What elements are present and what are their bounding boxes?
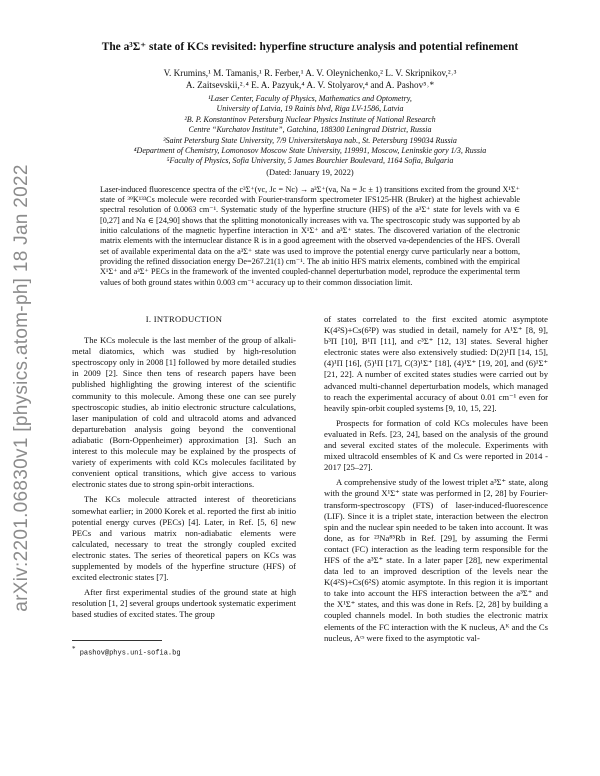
right-column — [324, 314, 548, 648]
affiliation-line: University of Latvia, 19 Rainis blvd, Riga LV-1586, Latvia — [216, 104, 404, 114]
footnote-text — [72, 645, 296, 657]
affiliation-line: ¹Laser Center, Faculty of Physics, Mathematics and Optometry, — [208, 94, 412, 103]
footnote-rule — [72, 640, 162, 641]
paper-header — [72, 40, 548, 309]
paper-date: (Dated: January 19, 2022) — [266, 167, 354, 177]
affiliation-line: ⁴Department of Chemistry, Lomonosov Moscow State University, 119991, Moscow, Leninskie gory 1/3, Russia — [133, 146, 487, 156]
affiliation-line: ²B. P. Konstantinov Petersburg Nuclear Physics Institute of National Research — [184, 114, 436, 124]
affiliation-line: Centre “Kurchatov Institute”, Gatchina, 188300 Leningrad District, Russia — [188, 125, 432, 135]
paragraph: A comprehensive study of the lowest triplet a³Σ⁺ state, along with the ground X¹Σ⁺ state was performed in [2, 28] by Fourier-transform-spectroscopy (FTS) of laser-induced-fluorescence (LIF). Since it is a triplet state, interaction between the electron spin and the nuclear spin needed to be taken into account. It was done, as for ²³Na⁸⁵Rb in Ref. [29], by assuming the Fermi contact (FC) interaction as the leading term responsible for the HFS of the a³Σ⁺ state. In a later paper [28], new experimental data led to an improved description of the levels near the K(4²S)+Cs(6²S) atomic asymptote. In this region it is important to take into account the HFS interaction between the a³Σ⁺ and the X¹Σ⁺ states, and this was done in Refs. [2, 28] by building a coupled channels model. In both studies the electronic matrix elements of the FC interaction with the K nucleus, Aᴷ and the Cs nucleus, Aᶜˢ were fixed to the asymptotic val- — [324, 477, 548, 643]
abstract: Laser-induced fluorescence spectra of the c³Σ⁺(vc, Jc = Nc) → a³Σ⁺(va, Na = Jc ± 1) transitions excited from the ground X¹Σ⁺ state of ³⁹K¹³³Cs molecule were recorded with Fourier-transform spectrometer IFS125-HR (Bruker) at the highest achievable spectral resolution of 0.0063 cm⁻¹. Systematic study of the hyperfine structure (HFS) of the a³Σ⁺ state for levels with va ∈ [0,27] and Na ∈ [24,90] shows that the splitting monotonically increases with va. The spectroscopic study was supported by ab initio calculations of the magnetic hyperfine interaction in X¹Σ⁺ and a³Σ⁺ states. The discovered variation of the electronic matrix elements with the internuclear distance R is in a good agreement with the observed va-dependencies of the HFS. Overall set of available experimental data on the a³Σ⁺ state was used to improve the potential energy curve particularly near a bottom, providing the refined dissociation energy De=267.21(1) cm⁻¹. The ab initio HFS matrix elements, combined with the empirical X¹Σ⁺ and a³Σ⁺ PECs in the framework of the invented coupled-channel deperturbation model, reproduce the experimental term values of both ground states within 0.003 cm⁻¹ accuracy up to their common dissociation limit. — [100, 184, 520, 287]
paragraph: Prospects for formation of cold KCs molecules have been evaluated in Refs. [23, 24], based on the analysis of the ground and several excited states of the molecule. Experiments with mixed ultracold ensembles of K and Cs were reported in 2014 - 2017 [25–27]. — [324, 417, 548, 473]
arxiv-sidebar — [0, 0, 44, 776]
paragraph: After first experimental studies of the ground state at high resolution [1, 2] several groups undertook systematic experiment based studies of excited states. The group — [72, 587, 296, 620]
footnote — [72, 640, 296, 657]
body-columns — [72, 314, 548, 744]
arxiv-identifier: arXiv:2201.06830v1 [physics.atom-ph] 18 Jan 2022 — [11, 164, 32, 612]
author-line-1: V. Krumins,¹ M. Tamanis,¹ R. Ferber,¹ A. V. Oleynichenko,² L. V. Skripnikov,²˒³ — [163, 68, 457, 78]
author-email: pashov@phys.uni-sofia.bg — [79, 649, 181, 658]
author-line-2: A. Zaitsevskii,²˒⁴ E. A. Pazyuk,⁴ A. V. Stolyarov,⁴ and A. Pashov⁵˒* — [185, 79, 435, 90]
affiliation-line: ³Saint Petersburg State University, 7/9 Universitetskaya nab., St. Petersburg 199034 Russia — [163, 135, 457, 145]
paper-title: The a³Σ⁺ state of KCs revisited: hyperfine structure analysis and potential refinement — [101, 41, 519, 53]
author-list — [72, 68, 548, 91]
footnote-marker: * — [72, 645, 76, 653]
paragraph: of states correlated to the first excited atomic asymptote K(4²S)+Cs(6²P) was studied in detail, namely for A¹Σ⁺ [8, 9], b³Π [10], B¹Π [11], and c³Σ⁺ [12, 13] states. Several higher electronic states were also extensively studied: D(2)¹Π [14, 15], (4)¹Π [16], (5)¹Π [17], C(3)¹Σ⁺ [18], (4)¹Σ⁺ [19, 20], and (6)¹Σ⁺ [21, 22]. A number of excited states studies were carried out by advanced multi-channel deperturbation models, which managed to reach the experimental accuracy of about 0.01 cm⁻¹ even for heavily spin-orbit coupled systems [9, 10, 15, 22]. — [324, 314, 548, 413]
section-heading: I. INTRODUCTION — [145, 314, 223, 324]
left-column — [72, 314, 296, 624]
paragraph: The KCs molecule attracted interest of theoreticians somewhat earlier; in 2000 Korek et al. reported the first ab initio potential energy curves (PECs) [4]. Later, in Ref. [5, 6] new PECs and various matrix non-adiabatic elements were calculated, necessary to treat the strongly coupled excited electronic states. The series of theoretical papers on KCs was supplemented by models of the hyperfine structure (HFS) of excited electronic states [7]. — [72, 494, 296, 583]
affiliation-list — [72, 94, 548, 167]
affiliation-line: ⁵Faculty of Physics, Sofia University, 5 James Bourchier Boulevard, 1164 Sofia, Bulgaria — [166, 156, 454, 166]
paragraph: The KCs molecule is the last member of the group of alkali-metal diatomics, which was studied by high-resolution spectroscopy only in 2008 [1] followed by more detailed studies in 2009 [2]. Since then tens of research papers have been published highlighting the growing interest of the scientific community to this molecule. Among these one can see purely spectroscopic studies, ab initio electronic structure calculations, laser manipulation of cold and ultracold atoms and advanced departurebation analysis going beyond the conventional adiabatic (Born-Oppenheimer) approximation [3]. Such an interest to this molecule may be explained by the prospects of variety of experiments with cold KCs molecules facilitated by convenient optical transitions, which give access to various electronic states due to strong spin-orbit interactions. — [72, 335, 296, 490]
